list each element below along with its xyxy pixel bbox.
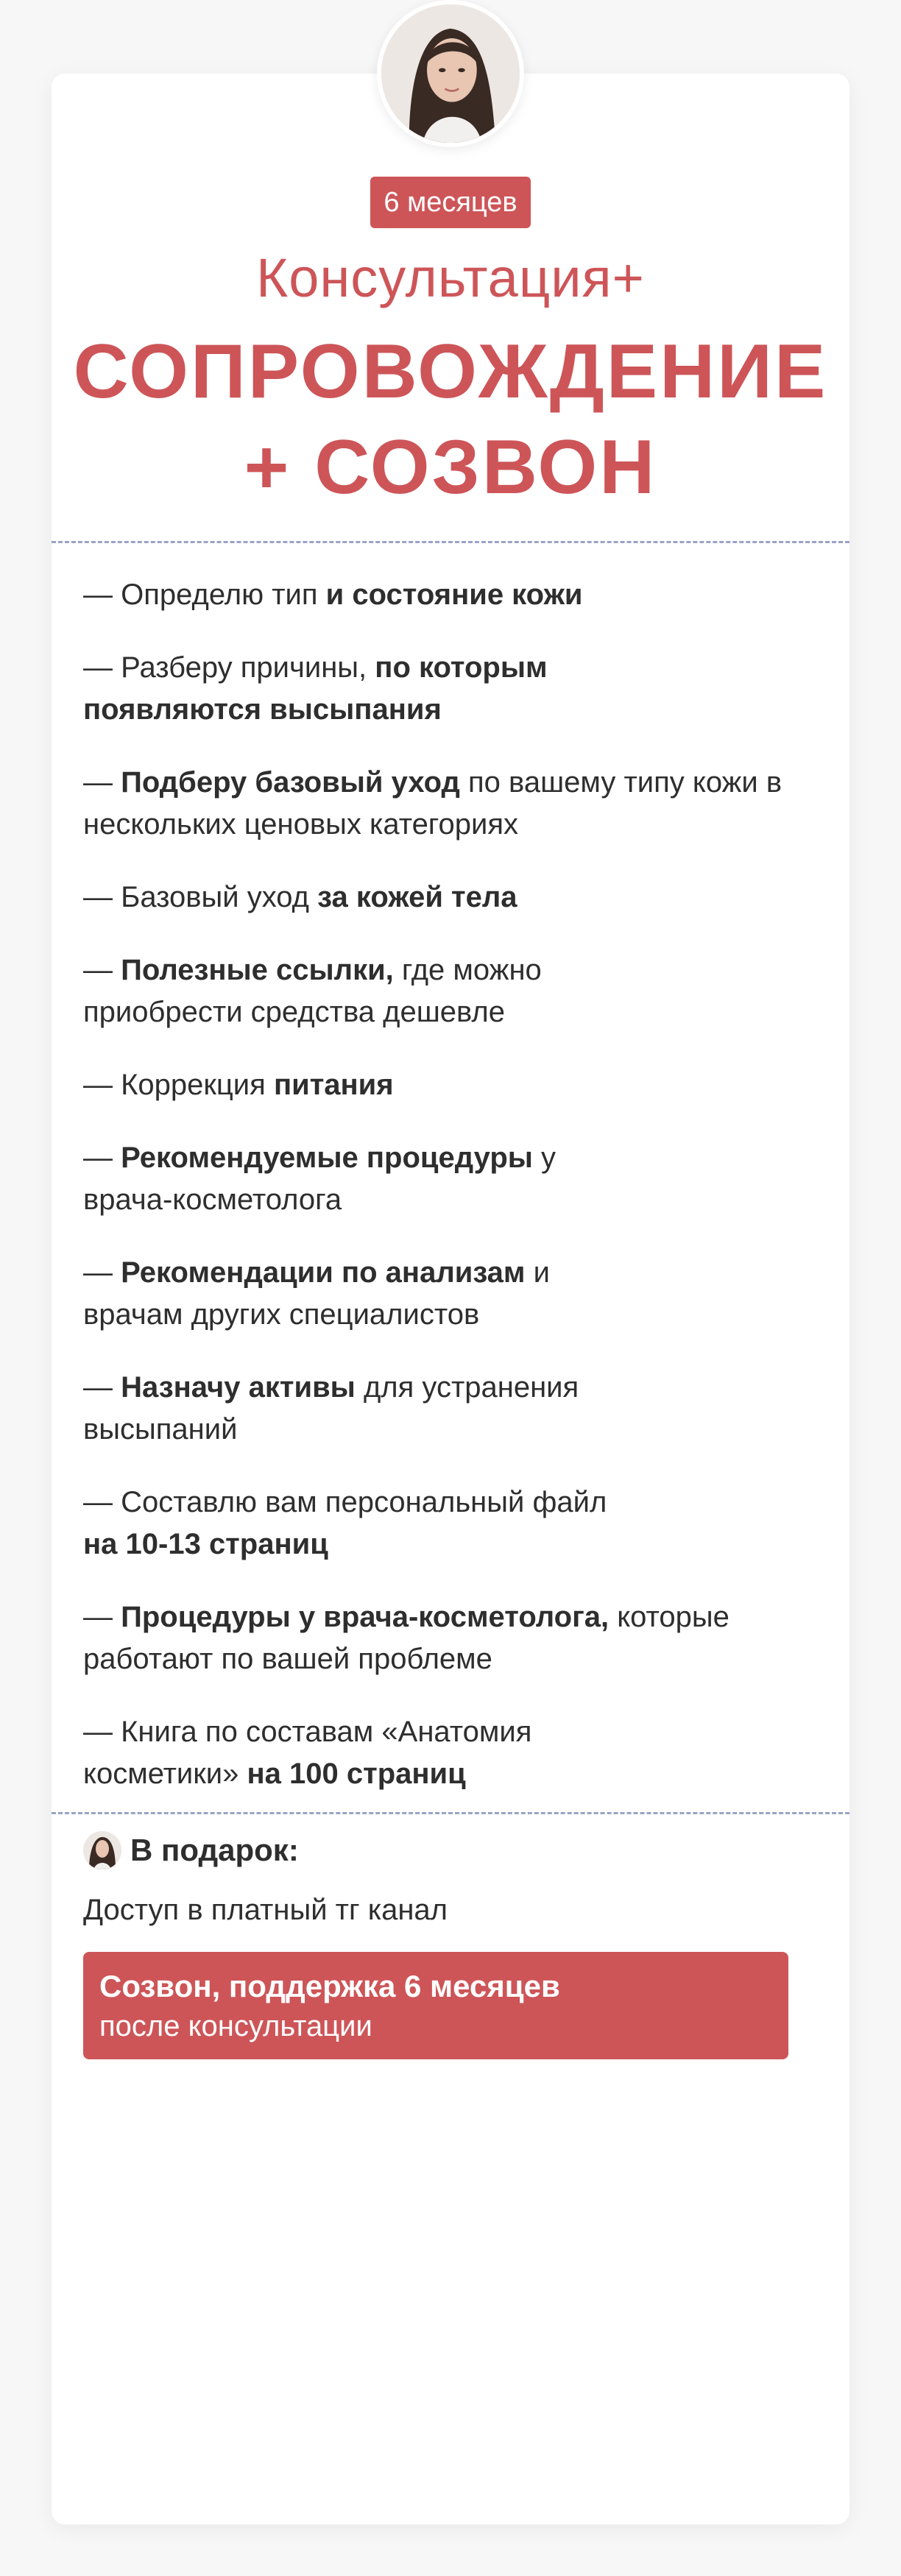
feature-item: — Назначу активы для устранения высыпаний: [83, 1371, 579, 1446]
bottom-dashed-divider: [52, 1812, 849, 1814]
support-call-subtitle: после консультации: [99, 2010, 372, 2042]
gift-heading: [83, 1831, 299, 1869]
gift-avatar-icon: [83, 1831, 121, 1869]
feature-list: [83, 574, 819, 1826]
gift-description: Доступ в платный тг канал: [83, 1894, 448, 1926]
avatar-photo-icon: [381, 4, 520, 143]
badge-row: [0, 177, 901, 228]
feature-item: — Определю тип и состояние кожи: [83, 578, 583, 611]
feature-item: — Составлю вам персональный файл на 10-13 страниц: [83, 1486, 607, 1560]
support-call-title: Созвон, поддержка 6 месяцев: [99, 1969, 560, 2003]
plan-subtitle: Консультация+: [256, 247, 645, 308]
feature-item: — Коррекция питания: [83, 1069, 394, 1101]
feature-item: — Подберу базовый уход по вашему типу кожи в нескольких ценовых категориях: [83, 766, 782, 841]
feature-item: — Рекомендуемые процедуры у врача-косметолога: [83, 1142, 556, 1216]
plan-title: [0, 324, 901, 515]
duration-badge: 6 месяцев: [370, 177, 530, 228]
plan-title-line-2: + СОЗВОН: [244, 425, 657, 510]
feature-item: — Полезные ссылки, где можно приобрести средства дешевле: [83, 954, 542, 1028]
feature-item: — Рекомендации по анализам и врачам других специалистов: [83, 1256, 550, 1331]
expert-avatar: [377, 0, 524, 147]
feature-item: — Книга по составам «Анатомия косметики» на 100 страниц: [83, 1716, 532, 1790]
support-call-banner[interactable]: [83, 1952, 788, 2059]
feature-item: — Разберу причины, по которым появляются высыпания: [83, 651, 548, 726]
top-dashed-divider: [52, 541, 849, 543]
feature-item: — Процедуры у врача-косметолога, которые работают по вашей проблеме: [83, 1601, 729, 1675]
feature-item: — Базовый уход за кожей тела: [83, 881, 517, 913]
plan-title-line-1: СОПРОВОЖДЕНИЕ: [73, 329, 828, 414]
gift-label: В подарок:: [130, 1833, 299, 1867]
